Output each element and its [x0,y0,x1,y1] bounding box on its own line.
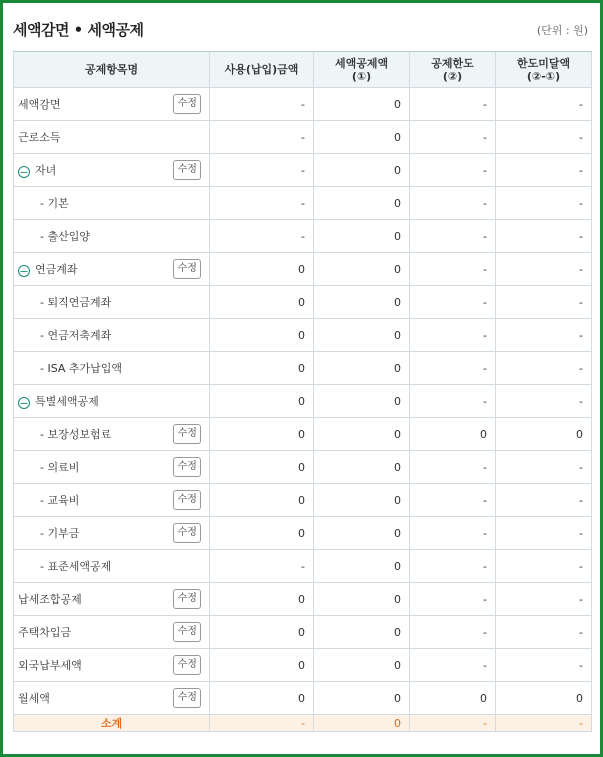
row-label-cell [14,286,166,319]
cell-shortfall: - [496,616,592,649]
edit-button[interactable]: 수정 [173,94,201,114]
row-label-cell [14,682,166,715]
row-edit-cell [166,682,210,715]
row-edit-cell [166,484,210,517]
row-label: - 교육비 [40,494,80,507]
cell-amount: - [210,550,314,583]
edit-button[interactable]: 수정 [173,457,201,477]
row-label-cell [14,187,166,220]
cell-shortfall: 0 [496,418,592,451]
cell-limit: - [410,517,496,550]
cell-amount: 0 [210,682,314,715]
cell-shortfall: - [496,550,592,583]
cell-credit: 0 [314,550,410,583]
row-label: 주택차입금 [18,626,72,639]
cell-limit: - [410,385,496,418]
row-label-cell [14,253,166,286]
cell-limit: - [410,550,496,583]
row-label: - 출산입양 [40,230,90,243]
table-row [14,583,592,616]
cell-shortfall: - [496,484,592,517]
cell-limit: - [410,154,496,187]
row-edit-cell [166,418,210,451]
cell-shortfall: - [496,253,592,286]
cell-limit: - [410,220,496,253]
cell-amount: - [210,121,314,154]
cell-shortfall: - [496,517,592,550]
cell-credit: 0 [314,319,410,352]
cell-amount: 0 [210,385,314,418]
row-edit-cell [166,88,210,121]
row-label-cell [14,418,166,451]
row-label: 납세조합공제 [18,593,82,606]
cell-limit: 0 [410,682,496,715]
cell-limit: - [410,583,496,616]
table-row [14,418,592,451]
row-label-cell [14,121,166,154]
cell-credit: 0 [314,451,410,484]
cell-credit: 0 [314,187,410,220]
edit-button[interactable]: 수정 [173,622,201,642]
row-label: 외국납부세액 [18,659,82,672]
cell-amount: - [210,154,314,187]
row-label-cell [14,451,166,484]
row-edit-cell [166,649,210,682]
col-header-shortfall: 한도미달액 (②-①) [496,52,592,88]
panel-header [13,19,588,45]
cell-amount: 0 [210,649,314,682]
collapse-minus-icon[interactable]: − [19,166,29,179]
cell-credit: 0 [314,220,410,253]
row-label: 자녀 [35,164,57,177]
cell-credit: 0 [314,616,410,649]
subtotal-row [14,715,592,732]
row-label-cell [14,550,166,583]
cell-shortfall: - [496,154,592,187]
subtotal-amount: - [210,715,314,732]
row-label: - 의료비 [40,461,80,474]
row-label: - 기본 [40,197,69,210]
cell-credit: 0 [314,682,410,715]
row-label: - 퇴직연금계좌 [40,296,112,309]
row-label-cell [14,352,166,385]
cell-shortfall: - [496,385,592,418]
row-edit-cell [166,121,210,154]
cell-amount: 0 [210,583,314,616]
edit-button[interactable]: 수정 [173,160,201,180]
cell-limit: - [410,286,496,319]
cell-amount: - [210,220,314,253]
cell-limit: - [410,616,496,649]
cell-limit: - [410,253,496,286]
cell-amount: 0 [210,484,314,517]
cell-credit: 0 [314,121,410,154]
row-label: - 연금저축계좌 [40,329,112,342]
table-row [14,550,592,583]
col-header-amount: 사용(납입)금액 [210,52,314,88]
cell-limit: - [410,649,496,682]
cell-limit: - [410,88,496,121]
cell-credit: 0 [314,154,410,187]
row-label: 세액감면 [18,98,61,111]
cell-credit: 0 [314,583,410,616]
cell-amount: 0 [210,616,314,649]
subtotal-shortfall: - [496,715,592,732]
table-header-row [14,52,592,88]
subtotal-label: 소계 [14,715,210,732]
table-row [14,484,592,517]
cell-limit: - [410,352,496,385]
row-label: - 표준세액공제 [40,560,112,573]
edit-button[interactable]: 수정 [173,259,201,279]
edit-button[interactable]: 수정 [173,523,201,543]
cell-amount: - [210,88,314,121]
table-row [14,451,592,484]
cell-credit: 0 [314,484,410,517]
row-edit-cell [166,187,210,220]
table-row [14,187,592,220]
cell-credit: 0 [314,286,410,319]
row-edit-cell [166,550,210,583]
cell-shortfall: - [496,583,592,616]
cell-limit: - [410,121,496,154]
row-label: - ISA 추가납입액 [40,362,123,375]
cell-shortfall: - [496,121,592,154]
row-edit-cell [166,583,210,616]
table-row [14,682,592,715]
collapse-minus-icon[interactable]: − [19,265,29,278]
table-row [14,352,592,385]
table-row [14,616,592,649]
cell-amount: 0 [210,418,314,451]
row-label: 월세액 [18,692,50,705]
row-label-cell [14,616,166,649]
collapse-minus-icon[interactable]: − [19,397,29,410]
row-edit-cell [166,253,210,286]
row-label: - 기부금 [40,527,80,540]
col-header-limit: 공제한도 (②) [410,52,496,88]
table-row [14,121,592,154]
cell-credit: 0 [314,649,410,682]
cell-amount: 0 [210,451,314,484]
cell-shortfall: - [496,187,592,220]
cell-credit: 0 [314,418,410,451]
cell-amount: 0 [210,352,314,385]
row-label-cell [14,484,166,517]
row-label-cell [14,649,166,682]
row-label-cell [14,88,166,121]
cell-amount: - [210,187,314,220]
row-edit-cell [166,352,210,385]
row-label: - 보장성보험료 [40,428,112,441]
row-edit-cell [166,616,210,649]
cell-amount: 0 [210,286,314,319]
cell-limit: 0 [410,418,496,451]
cell-credit: 0 [314,352,410,385]
cell-shortfall: - [496,319,592,352]
cell-credit: 0 [314,517,410,550]
table-row [14,319,592,352]
table-row [14,154,592,187]
cell-credit: 0 [314,253,410,286]
row-edit-cell [166,286,210,319]
row-edit-cell [166,220,210,253]
cell-amount: 0 [210,253,314,286]
cell-shortfall: - [496,88,592,121]
cell-shortfall: - [496,286,592,319]
table-row [14,517,592,550]
unit-label: (단위 : 원) [536,24,588,37]
page-title: 세액감면 • 세액공제 [13,21,144,39]
edit-button[interactable]: 수정 [173,655,201,675]
edit-button[interactable]: 수정 [173,424,201,444]
row-edit-cell [166,451,210,484]
subtotal-credit: 0 [314,715,410,732]
row-label-cell [14,154,166,187]
row-label-cell [14,385,166,418]
cell-credit: 0 [314,88,410,121]
col-header-credit: 세액공제액 (①) [314,52,410,88]
table-row [14,88,592,121]
row-edit-cell [166,517,210,550]
row-label-cell [14,583,166,616]
row-label-cell [14,220,166,253]
cell-limit: - [410,319,496,352]
cell-limit: - [410,484,496,517]
row-label-cell [14,319,166,352]
row-label: 연금계좌 [35,263,78,276]
row-edit-cell [166,319,210,352]
cell-shortfall: - [496,220,592,253]
table-row [14,220,592,253]
cell-shortfall: - [496,352,592,385]
cell-amount: 0 [210,319,314,352]
cell-shortfall: 0 [496,682,592,715]
table-row [14,649,592,682]
row-label: 특별세액공제 [35,395,99,408]
cell-credit: 0 [314,385,410,418]
cell-amount: 0 [210,517,314,550]
edit-button[interactable]: 수정 [173,589,201,609]
table-row [14,286,592,319]
edit-button[interactable]: 수정 [173,490,201,510]
row-edit-cell [166,154,210,187]
cell-limit: - [410,187,496,220]
row-label-cell [14,517,166,550]
cell-limit: - [410,451,496,484]
table-row [14,253,592,286]
row-edit-cell [166,385,210,418]
table-row [14,385,592,418]
tax-credit-table [13,51,592,732]
row-label: 근로소득 [18,131,61,144]
edit-button[interactable]: 수정 [173,688,201,708]
cell-shortfall: - [496,649,592,682]
subtotal-limit: - [410,715,496,732]
col-header-item: 공제항목명 [14,52,210,88]
cell-shortfall: - [496,451,592,484]
